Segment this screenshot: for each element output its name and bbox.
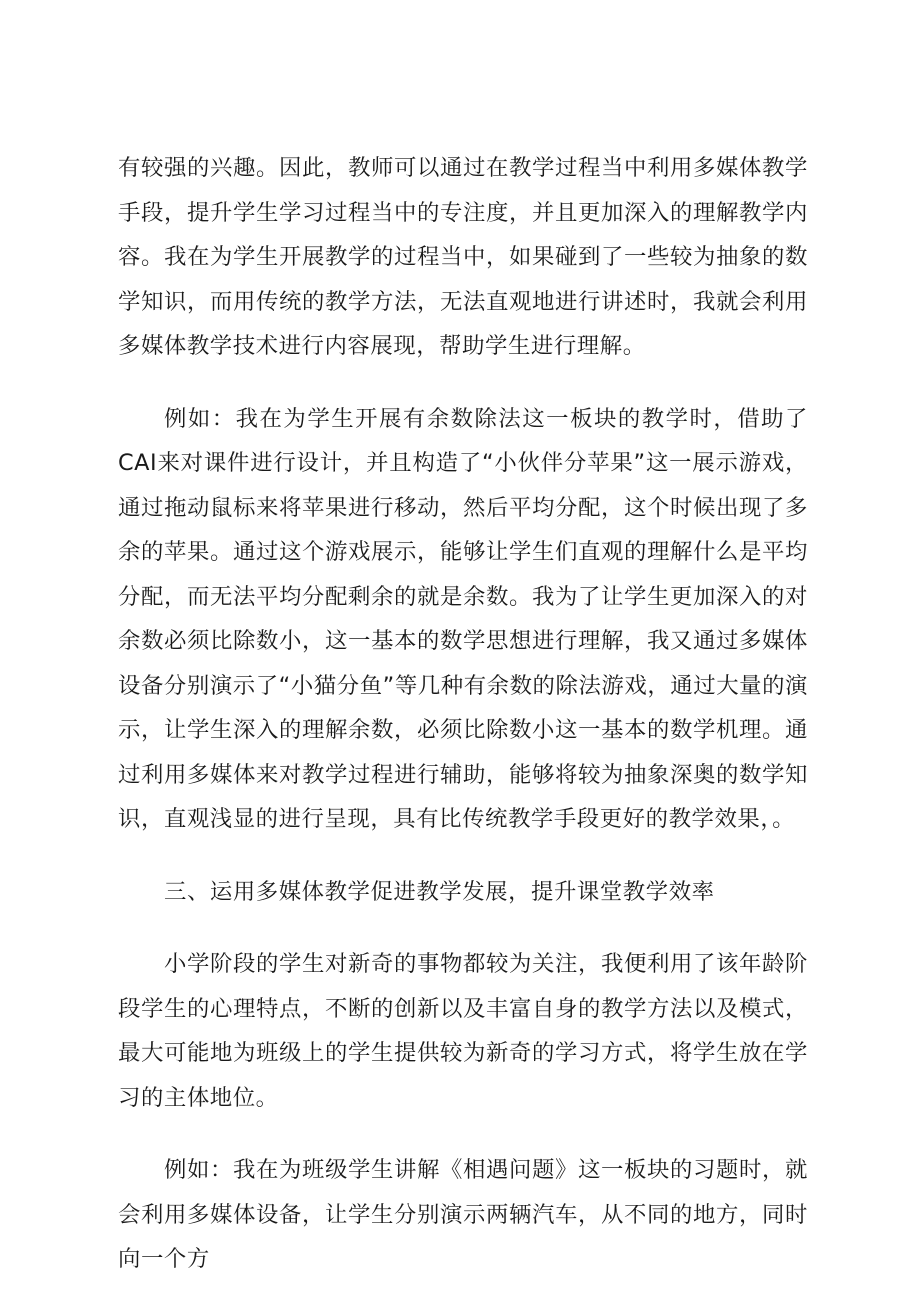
paragraph-gap: [118, 1120, 808, 1148]
document-body: [118, 146, 808, 1282]
section-heading-three: 三、运用多媒体教学促进教学发展，提升课堂教学效率: [164, 878, 715, 905]
paragraph-student-novelty: 小学阶段的学生对新奇的事物都较为关注，我便利用了该年龄阶段学生的心理特点，不断的创新以及丰富自身的教学方法以及模式，最大可能地为班级上的学生提供较为新奇的学习方式，将学生放在学习的主体地位。: [118, 951, 808, 1111]
paragraph-gap: [118, 914, 808, 942]
paragraph-gap: [118, 842, 808, 870]
paragraph-example-meeting-problem: 例如：我在为班级学生讲解《相遇问题》这一板块的习题时，就会利用多媒体设备，让学生分别演示两辆汽车，从不同的地方，同时向一个方: [118, 1157, 808, 1272]
paragraph-example-remainder-division: 例如：我在为学生开展有余数除法这一板块的教学时，借助了CAI来对课件进行设计，并且构造了“小伙伴分苹果”这一展示游戏，通过拖动鼠标来将苹果进行移动，然后平均分配，这个时候出现了多余的苹果。通过这个游戏展示，能够让学生们直观的理解什么是平均分配，而无法平均分配剩余的就是余数。我为了让学生更加深入的对余数必须比除数小，这一基本的数学思想进行理解，我又通过多媒体设备分别演示了“小猫分鱼”等几种有余数的除法游戏，通过大量的演示，让学生深入的理解余数，必须比除数小这一基本的数学机理。通过利用多媒体来对教学过程进行辅助，能够将较为抽象深奥的数学知识，直观浅显的进行呈现，具有比传统教学手段更好的教学效果，。: [118, 405, 808, 832]
paragraph-gap: [118, 369, 808, 397]
paragraph-multimedia-interest: 有较强的兴趣。因此，教师可以通过在教学过程当中利用多媒体教学手段，提升学生学习过程当中的专注度，并且更加深入的理解教学内容。我在为学生开展教学的过程当中，如果碰到了一些较为抽象的数学知识，而用传统的教学方法，无法直观地进行讲述时，我就会利用多媒体教学技术进行内容展现，帮助学生进行理解。: [118, 155, 808, 359]
